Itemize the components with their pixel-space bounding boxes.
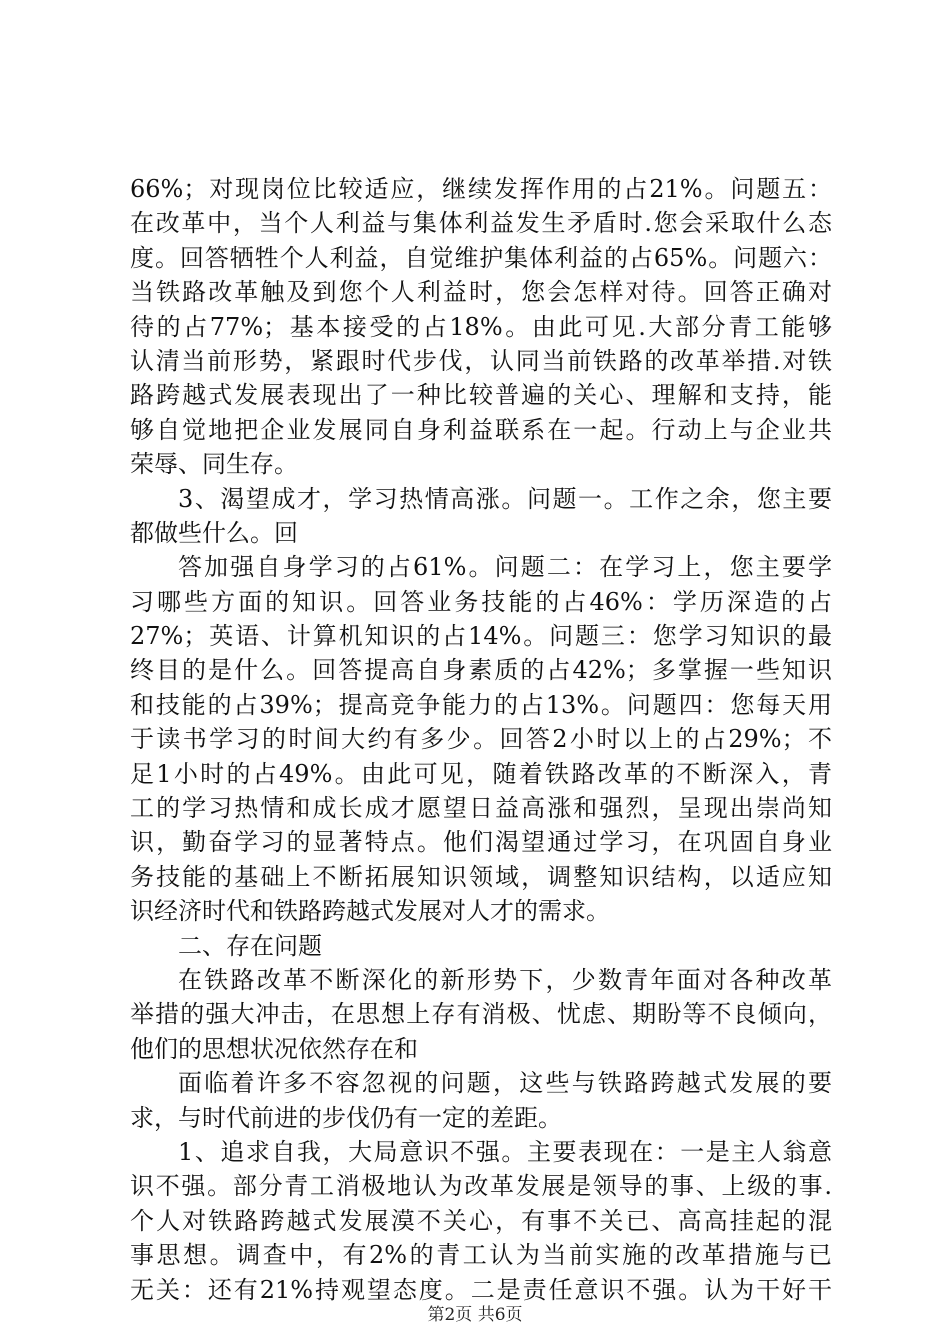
text-line: 27%；英语、计算机知识的占14%。问题三：您学习知识的最	[130, 622, 832, 651]
text-line: 识经济时代和铁路跨越式发展对人才的需求。	[130, 897, 610, 926]
text-line: 和技能的占39%；提高竞争能力的占13%。问题四：您每天用	[130, 690, 832, 719]
text-line: 在改革中，当个人利益与集体利益发生矛盾时.您会采取什么态	[130, 209, 832, 238]
text-line: 他们的思想状况依然存在和	[130, 1034, 418, 1063]
text-line: 识，勤奋学习的显著特点。他们渴望通过学习，在巩固自身业	[130, 828, 832, 857]
text-line: 工的学习热情和成长成才愿望日益高涨和强烈，呈现出崇尚知	[130, 794, 832, 823]
page-footer: 第2页 共6页	[427, 1305, 523, 1325]
body-text	[130, 172, 832, 1307]
text-line: 求，与时代前进的步伐仍有一定的差距。	[130, 1103, 562, 1132]
text-line: 事思想。调查中，有2%的青工认为当前实施的改革措施与已	[130, 1241, 832, 1270]
text-line: 够自觉地把企业发展同自身利益联系在一起。行动上与企业共	[130, 415, 832, 444]
text-line: 都做些什么。回	[130, 518, 298, 547]
text-line: 二、存在问题	[178, 931, 322, 960]
text-line: 1、追求自我，大局意识不强。主要表现在：一是主人翁意	[178, 1137, 832, 1166]
text-line: 答加强自身学习的占61%。问题二：在学习上，您主要学	[178, 553, 832, 582]
text-line: 务技能的基础上不断拓展知识领域，调整知识结构，以适应知	[130, 862, 832, 891]
text-line: 习哪些方面的知识。回答业务技能的占46%：学历深造的占	[130, 587, 832, 616]
text-line: 终目的是什么。回答提高自身素质的占42%；多掌握一些知识	[130, 656, 832, 685]
text-line: 个人对铁路跨越式发展漠不关心，有事不关已、高高挂起的混	[130, 1206, 832, 1235]
text-line: 66%；对现岗位比较适应，继续发挥作用的占21%。问题五：	[130, 175, 832, 203]
text-line: 3、渴望成才，学习热情高涨。问题一。工作之余，您主要	[178, 484, 832, 513]
text-line: 路跨越式发展表现出了一种比较普遍的关心、理解和支持，能	[130, 381, 832, 410]
text-line: 认清当前形势，紧跟时代步伐，认同当前铁路的改革举措.对铁	[130, 346, 832, 375]
text-line: 度。回答牺牲个人利益，自觉维护集体利益的占65%。问题六：	[130, 243, 832, 272]
text-line: 于读书学习的时间大约有多少。回答2小时以上的占29%；不	[130, 725, 832, 754]
text-line: 面临着许多不容忽视的问题，这些与铁路跨越式发展的要	[178, 1069, 832, 1098]
text-line: 无关：还有21%持观望态度。二是责任意识不强。认为干好干	[130, 1275, 832, 1304]
text-line: 识不强。部分青工消极地认为改革发展是领导的事、上级的事.	[130, 1172, 832, 1201]
text-line: 足1小时的占49%。由此可见，随着铁路改革的不断深入，青	[130, 759, 832, 788]
text-line: 在铁路改革不断深化的新形势下，少数青年面对各种改革	[178, 965, 832, 994]
text-line: 荣辱、同生存。	[130, 450, 298, 479]
text-line: 待的占77%；基本接受的占18%。由此可见.大部分青工能够	[130, 312, 832, 341]
text-line: 举措的强大冲击，在思想上存有消极、忧虑、期盼等不良倾向，	[130, 1000, 832, 1029]
text-line: 当铁路改革触及到您个人利益时，您会怎样对待。回答正确对	[130, 278, 832, 307]
